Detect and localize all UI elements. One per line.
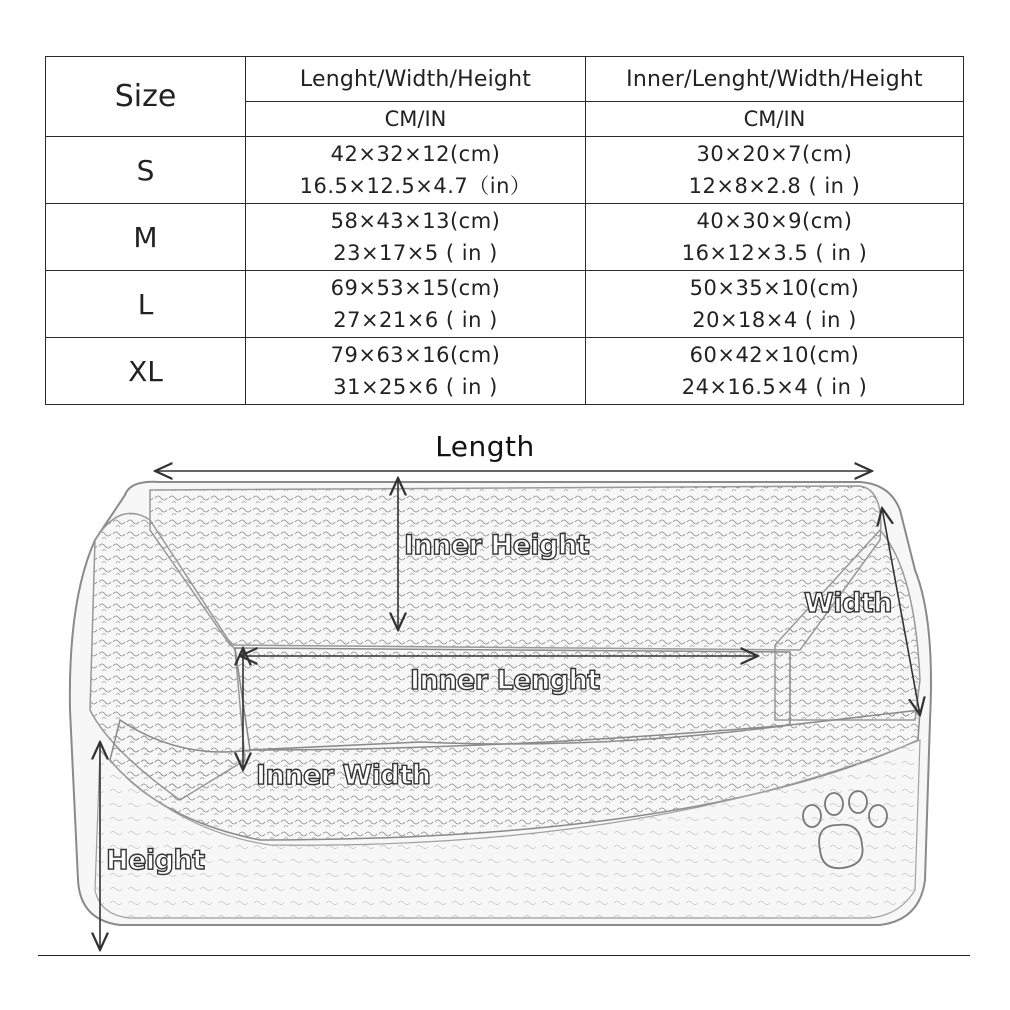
pet-bed-dimension-diagram (0, 420, 1010, 980)
inner-dimensions-header: Inner/Lenght/Width/Height (586, 57, 964, 102)
outer-dimensions-cell (246, 204, 586, 271)
size-column-header: Size (46, 57, 246, 137)
bottom-divider (38, 955, 970, 956)
width-label: Width (804, 588, 892, 619)
outer-cm: 79×63×16(cm) (330, 343, 501, 367)
table-row (46, 271, 964, 338)
size-chart-table (45, 56, 964, 405)
inner-cm: 60×42×10(cm) (689, 343, 860, 367)
size-cell: M (46, 204, 246, 271)
outer-in: 27×21×6 ( in ) (333, 308, 498, 332)
inner-height-label: Inner Height (404, 530, 590, 561)
table-row (46, 338, 964, 405)
outer-dimensions-cell (246, 271, 586, 338)
outer-cm: 58×43×13(cm) (330, 209, 501, 233)
inner-in: 16×12×3.5 ( in ) (681, 241, 868, 265)
outer-in: 16.5×12.5×4.7（in） (299, 174, 532, 198)
table-row (46, 137, 964, 204)
inner-dimensions-cell (586, 338, 964, 405)
inner-length-label: Inner Lenght (410, 665, 600, 696)
inner-unit-header: CM/IN (586, 102, 964, 137)
outer-cm: 69×53×15(cm) (330, 276, 501, 300)
size-cell: XL (46, 338, 246, 405)
table-row (46, 204, 964, 271)
header-row (46, 57, 964, 102)
height-label: Height (106, 845, 205, 876)
outer-unit-header: CM/IN (246, 102, 586, 137)
inner-in: 20×18×4 ( in ) (692, 308, 857, 332)
outer-in: 23×17×5 ( in ) (333, 241, 498, 265)
size-cell: L (46, 271, 246, 338)
inner-in: 24×16.5×4 ( in ) (681, 375, 868, 399)
size-cell: S (46, 137, 246, 204)
outer-dimensions-cell (246, 338, 586, 405)
pet-bed-sketch (0, 420, 1010, 980)
inner-dimensions-cell (586, 271, 964, 338)
inner-dimensions-cell (586, 137, 964, 204)
inner-cm: 50×35×10(cm) (689, 276, 860, 300)
inner-width-label: Inner Width (256, 760, 431, 791)
bed-back-rest (150, 486, 881, 650)
outer-dimensions-cell (246, 137, 586, 204)
inner-in: 12×8×2.8 ( in ) (688, 174, 861, 198)
inner-cm: 30×20×7(cm) (696, 142, 853, 166)
outer-dimensions-header: Lenght/Width/Height (246, 57, 586, 102)
outer-cm: 42×32×12(cm) (330, 142, 501, 166)
inner-dimensions-cell (586, 204, 964, 271)
inner-cm: 40×30×9(cm) (696, 209, 853, 233)
length-label: Length (435, 430, 535, 463)
outer-in: 31×25×6 ( in ) (333, 375, 498, 399)
